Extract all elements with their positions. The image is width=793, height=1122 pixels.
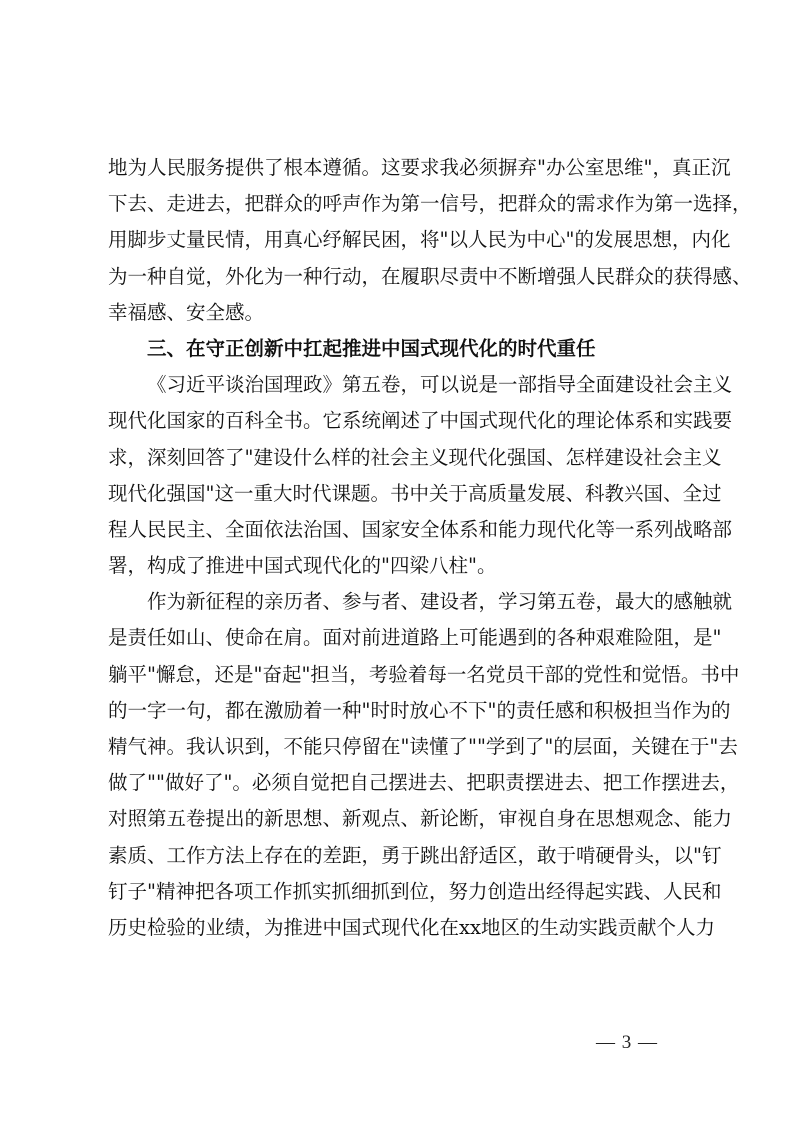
text-line: 的一字一句，都在激励着一种"时时放心不下"的责任感和积极担当作为的: [108, 698, 731, 722]
text-line: 做了""做好了"。必须自觉把自己摆进去、把职责摆进去、把工作摆进去，: [108, 771, 740, 795]
text-line: 现代化强国"这一重大时代课题。书中关于高质量发展、科教兴国、全过: [108, 481, 722, 505]
text-line: 用脚步丈量民情，用真心纾解民困，将"以人民为中心"的发展思想，内化: [108, 228, 731, 252]
text-line: 地为人民服务提供了根本遵循。这要求我必须摒弃"办公室思维"，真正沉: [108, 156, 731, 179]
text-line: 精气神。我认识到，不能只停留在"读懂了""学到了"的层面，关键在于"去: [108, 735, 738, 758]
text-line: 程人民民主、全面依法治国、国家安全体系和能力现代化等一系列战略部: [108, 517, 733, 541]
paragraph: [108, 367, 733, 584]
section-heading: 三、在守正创新中扛起推进中国式现代化的时代重任: [147, 336, 596, 360]
text-line: 署，构成了推进中国式现代化的"四梁八柱"。: [108, 554, 497, 578]
text-line: 为一种自觉，外化为一种行动，在履职尽责中不断增强人民群众的获得感、: [108, 264, 752, 288]
paragraph: [108, 584, 740, 946]
text-line: 历史检验的业绩，为推进中国式现代化在xx地区的生动实践贡献个人力: [108, 915, 715, 939]
body-text: [108, 150, 752, 946]
text-line: 躺平"懈怠，还是"奋起"担当，考验着每一名党员干部的党性和觉悟。书中: [108, 662, 740, 686]
text-line: 素质、工作方法上存在的差距，勇于跳出舒适区，敢于啃硬骨头，以"钉: [108, 843, 722, 867]
text-line: 幸福感、安全感。: [108, 300, 265, 324]
text-line: 现代化国家的百科全书。它系统阐述了中国式现代化的理论体系和实践要: [108, 409, 733, 433]
text-line: 是责任如山、使命在肩。面对前进道路上可能遇到的各种艰难险阻，是": [108, 626, 722, 650]
text-line: 《习近平谈治国理政》第五卷，可以说是一部指导全面建设社会主义: [147, 373, 733, 397]
text-line: 钉子"精神把各项工作抓实抓细抓到位，努力创造出经得起实践、人民和: [108, 879, 722, 903]
text-line: 下去、走进去，把群众的呼声作为第一信号，把群众的需求作为第一选择，: [108, 192, 752, 216]
text-line: 求，深刻回答了"建设什么样的社会主义现代化强国、怎样建设社会主义: [108, 445, 722, 469]
page-number: — 3 —: [596, 1032, 658, 1053]
text-line: 对照第五卷提出的新思想、新观点、新论断，审视自身在思想观念、能力: [108, 807, 733, 831]
text-line: 作为新征程的亲历者、参与者、建设者，学习第五卷，最大的感触就: [147, 590, 733, 614]
paragraph: [108, 150, 752, 331]
